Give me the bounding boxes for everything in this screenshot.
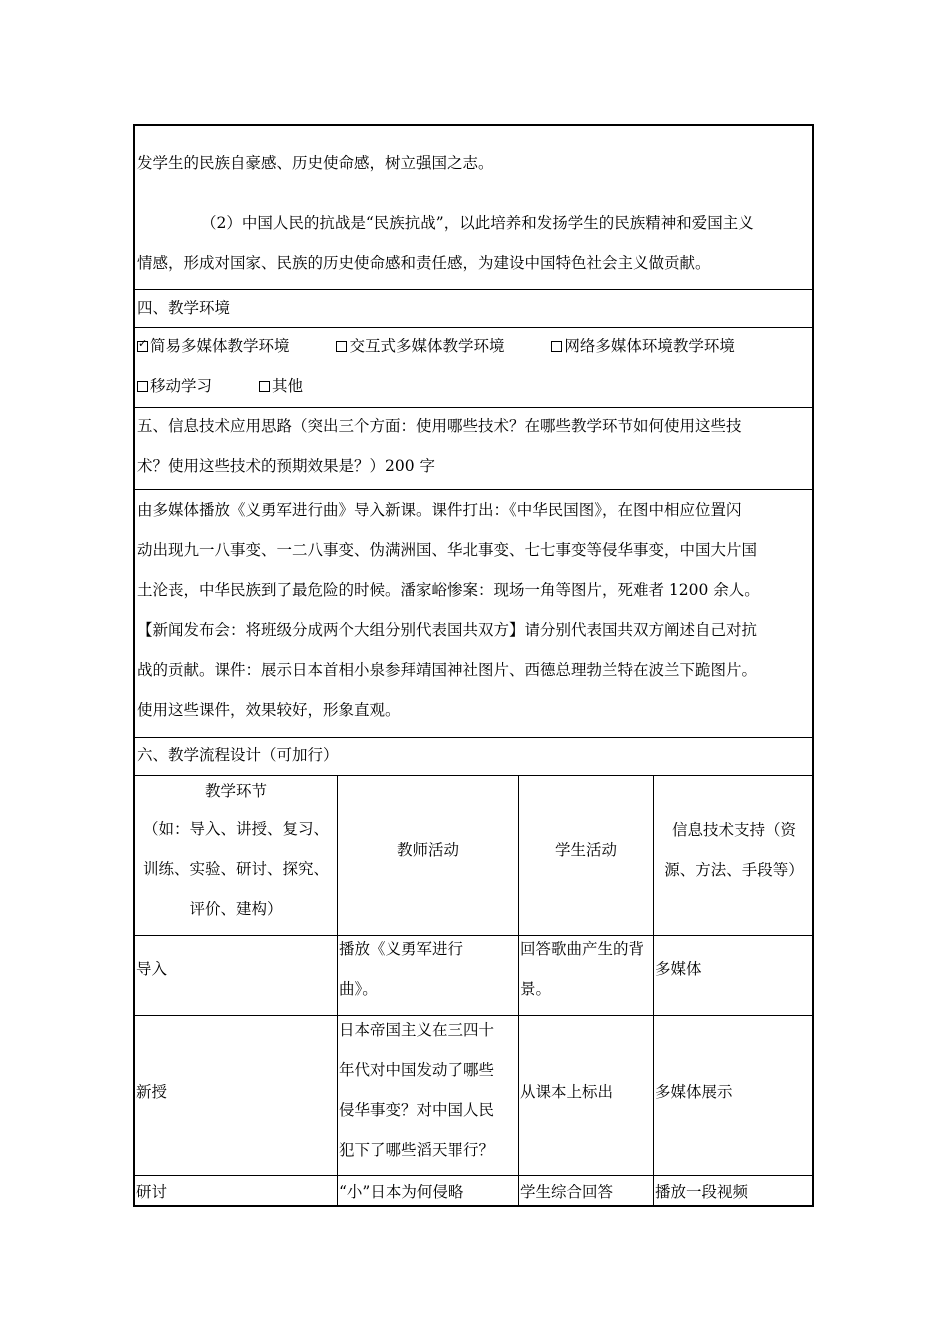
checkbox-icon <box>551 341 562 352</box>
section5-body <box>135 490 812 738</box>
header-tech: 信息技术支持（资 源、方法、手段等） <box>664 821 804 879</box>
objectives-continuation <box>135 126 812 290</box>
option-interactive-multimedia[interactable]: 交互式多媒体教学环境 <box>336 337 504 355</box>
table-row <box>135 936 812 1016</box>
cell-teacher: “小”日本为何侵略 <box>338 1176 519 1207</box>
cell-student: 回答歌曲产生的背 景。 <box>519 936 654 1015</box>
checked-checkbox-icon <box>137 341 148 352</box>
body-line: 动出现九一八事变、一二八事变、伪满洲国、华北事变、七七事变等侵华事变，中国大片国 <box>137 541 758 559</box>
option-other[interactable]: 其他 <box>259 377 303 395</box>
cell-stage: 研讨 <box>135 1176 338 1207</box>
section-title: 五、信息技术应用思路（突出三个方面：使用哪些技术？在哪些教学环节如何使用这些技 <box>137 417 742 435</box>
body-line: 由多媒体播放《义勇军进行曲》导入新课。课件打出：《中华民国图》，在图中相应位置闪 <box>137 501 742 519</box>
objective-line: 发学生的民族自豪感、历史使命感，树立强国之志。 <box>137 154 494 172</box>
environment-options <box>135 328 812 408</box>
header-student: 学生活动 <box>519 776 654 935</box>
section-title: 术？使用这些技术的预期效果是？）200 字 <box>137 457 436 475</box>
objective-line: （2）中国人民的抗战是“民族抗战”，以此培养和发扬学生的民族精神和爱国主义 <box>201 214 754 232</box>
section-title: 六、教学流程设计（可加行） <box>137 746 339 764</box>
table-row <box>135 1016 812 1176</box>
cell-tech: 多媒体展示 <box>655 1083 733 1101</box>
cell-stage: 导入 <box>135 936 338 1015</box>
body-line: 战的贡献。课件：展示日本首相小泉参拜靖国神社图片、西德总理勃兰特在波兰下跪图片。 <box>137 661 758 679</box>
body-line: 土沦丧，中华民族到了最危险的时候。潘家峪惨案：现场一角等图片，死难者 1200 余人。 <box>137 581 760 599</box>
section-title: 四、教学环境 <box>137 299 231 317</box>
cell-teacher: 日本帝国主义在三四十 年代对中国发动了哪些 侵华事变？对中国人民 犯下了哪些滔天罪行？ <box>338 1016 519 1175</box>
cell-student: 学生综合回答 <box>519 1176 654 1207</box>
checkbox-icon <box>137 381 148 392</box>
table-row <box>135 1176 812 1207</box>
lesson-plan-table <box>133 124 814 1207</box>
cell-student: 从课本上标出 <box>519 1016 654 1175</box>
objective-line: 情感，形成对国家、民族的历史使命感和责任感，为建设中国特色社会主义做贡献。 <box>137 254 711 272</box>
option-mobile-learning[interactable]: 移动学习 <box>137 377 212 395</box>
option-line-1 <box>137 326 808 366</box>
option-line-2 <box>137 366 808 406</box>
checkbox-icon <box>336 341 347 352</box>
flow-table-header <box>135 776 812 936</box>
section4-title-row <box>135 290 812 328</box>
header-teacher: 教师活动 <box>338 776 519 935</box>
cell-tech: 播放一段视频 <box>655 1183 749 1201</box>
cell-tech: 多媒体 <box>655 960 702 978</box>
checkbox-icon <box>259 381 270 392</box>
body-line: 使用这些课件，效果较好，形象直观。 <box>137 701 401 719</box>
body-line: 【新闻发布会：将班级分成两个大组分别代表国共双方】请分别代表国共双方阐述自己对抗 <box>137 621 758 639</box>
cell-stage: 新授 <box>135 1016 338 1175</box>
option-simple-multimedia[interactable]: ✓简易多媒体教学环境 <box>137 337 290 355</box>
option-network-multimedia[interactable]: 网络多媒体环境教学环境 <box>551 337 735 355</box>
section5-title-row <box>135 408 812 490</box>
header-stage: 教学环节 （如：导入、讲授、复习、 训练、实验、研讨、探究、 评价、建构） <box>135 776 338 935</box>
cell-teacher: 播放《义勇军进行 曲》。 <box>338 936 519 1015</box>
